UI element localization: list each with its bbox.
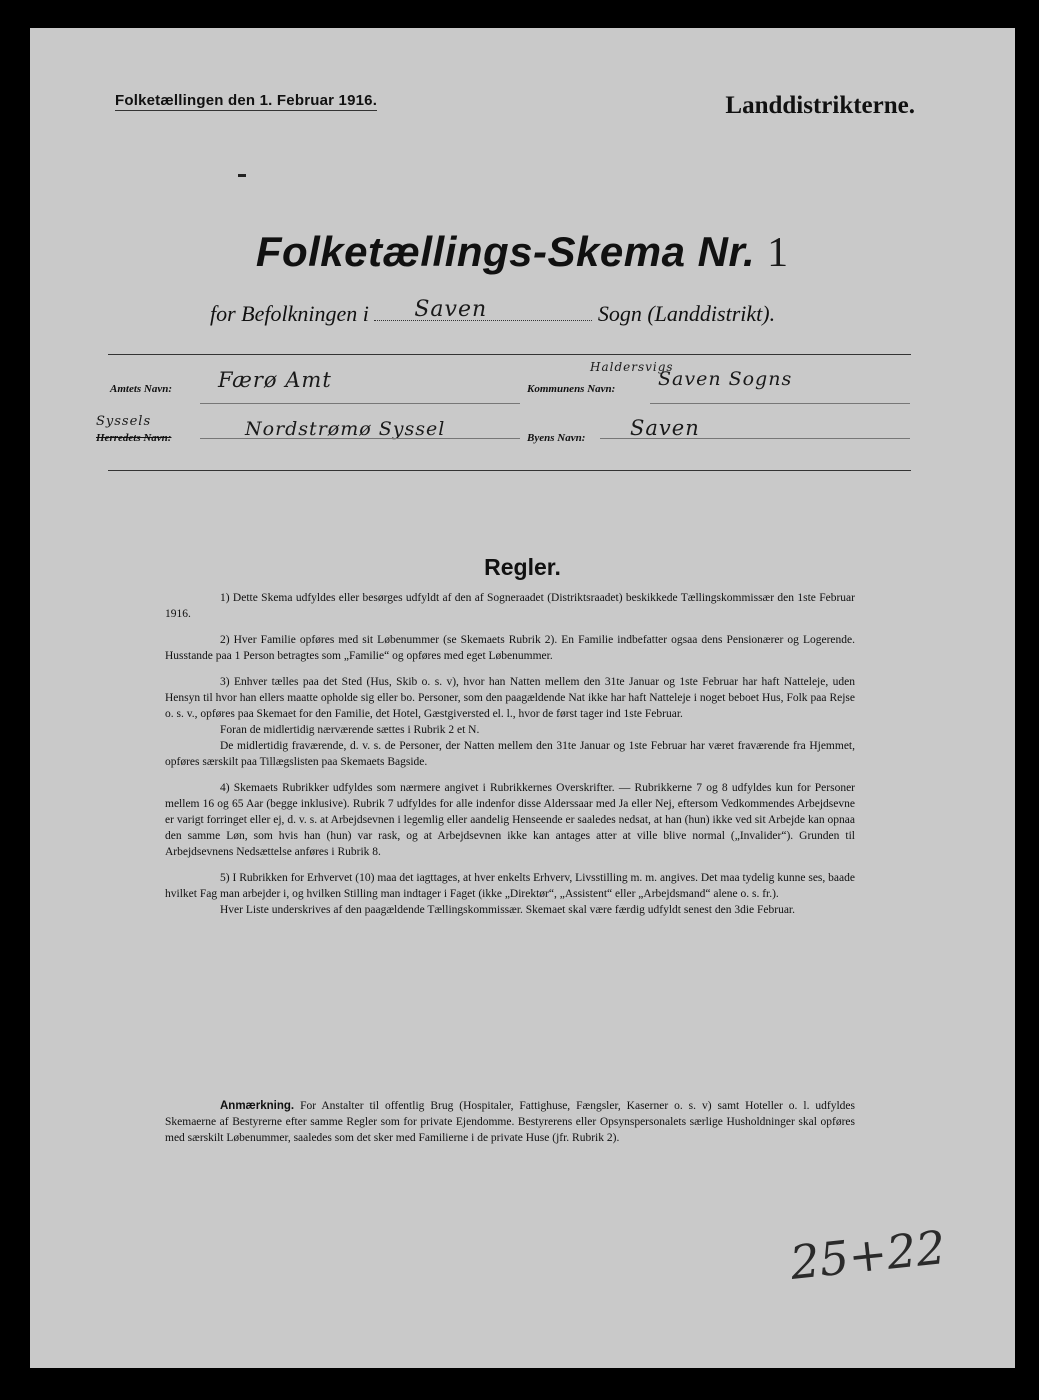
form-title-text: Folketællings-Skema Nr. xyxy=(255,228,756,275)
annotation-note xyxy=(165,1098,855,1146)
form-subtitle xyxy=(210,297,776,327)
rules-body xyxy=(165,590,855,928)
form-title xyxy=(30,228,1015,277)
rule-amt xyxy=(200,403,520,404)
rule-top xyxy=(108,354,911,355)
note-text: For Anstalter til offentlig Brug (Hospitaler, Fattighuse, Fængsler, Kaserner o. s. v) samt Hoteller o. l. udfyldes Skemaerne af Bestyrerne efter samme Regler som for private Ejendomme. Bestyrerens eller Opsynspersonalets særlige Husholdninger skal opføres med særskilt Løbenummer, saaledes som det sker med Familierne i de private Huse (jfr. Rubrik 2). xyxy=(165,1100,856,1144)
district-type-header: Landdistrikterne. xyxy=(725,92,915,119)
rule-syssel xyxy=(200,438,520,439)
syssel-value: Nordstrømø Syssel xyxy=(245,418,446,440)
rule-3b: Foran de midlertidig nærværende sættes i Rubrik 2 et N. xyxy=(220,724,480,736)
rule-4: 4) Skemaets Rubrikker udfyldes som nærmere angivet i Rubrikkernes Overskrifter. — Rubrikkerne 7 og 8 udfyldes kun for Personer mellem 16 og 65 Aar (begge inklusive). Rubrik 7 udfyldes for alle indenfor disse Alderssaar med Ja eller Nej, eftersom Vedkommendes Arbejdsevne er varigt forringet eller ej, d. v. s. at Arbejdsevnen i legemlig eller aandelig Henseende er saaledes nedsat, at han (hun) ikke ved sit Arbejde kan opnaa den samme Løn, som hvis han (hun) var rask, og at Arbejdsevnen ikke kan antages atter at ville blive normal („Invalider“). Grunden til Arbejdsevnens Nedsættelse anføres i Rubrik 8. xyxy=(165,782,855,858)
rule-kommune xyxy=(650,403,910,404)
rule-1: 1) Dette Skema udfyldes eller besørges udfyldt af den af Sogneraadet (Distriktsraadet) beskikkede Tællingskommissær den 1ste Februar 1916. xyxy=(165,592,855,620)
kommune-label: Kommunens Navn: xyxy=(527,383,616,395)
rule-5b: Hver Liste underskrives af den paagældende Tællingskommissær. Skemaet skal være færdig udfyldt senest den 3die Februar. xyxy=(220,904,795,916)
herred-label: Herredets Navn: xyxy=(96,432,172,444)
form-number: 1 xyxy=(767,230,790,276)
rule-bottom xyxy=(108,470,911,471)
note-label: Anmærkning. xyxy=(220,1100,295,1112)
syssel-label-handwritten: Syssels xyxy=(96,414,152,429)
by-label: Byens Navn: xyxy=(527,432,586,444)
sogn-value: Saven xyxy=(414,297,488,322)
page-number-handwritten: 25+22 xyxy=(787,1220,949,1290)
amt-label: Amtets Navn: xyxy=(110,383,173,395)
rules-heading: Regler. xyxy=(484,554,561,580)
census-date-header: Folketællingen den 1. Februar 1916. xyxy=(115,92,378,109)
rule-3: 3) Enhver tælles paa det Sted (Hus, Skib o. s. v), hvor han Natten mellem den 31te Januar og 1ste Februar har haft Natteleje, uden Hensyn til hvor han ellers maatte opholde sig eller bo. Personer, som den paagældende Nat ikke har haft Natteleje i noget beboet Hus, Folk paa Rejse o. s. v., opføres paa Skemaet for den Familie, det Hotel, Gæstgiversted el. l., hvor de først tager ind 1ste Februar. xyxy=(165,676,855,720)
census-form-page xyxy=(30,28,1015,1368)
rule-3c: De midlertidig fraværende, d. v. s. de Personer, der Natten mellem den 31te Januar og 1ste Februar har været fraværende fra Hjemmet, opføres særskilt paa Tillægslisten paa Skemaets Bagside. xyxy=(165,740,855,768)
kommune-above-value: Haldersvigs xyxy=(590,360,674,374)
rule-2: 2) Hver Familie opføres med sit Løbenummer (se Skemaets Rubrik 2). En Familie indbefatter ogsaa dens Pensionærer og Logerende. Husstande paa 1 Person betragtes som „Familie“ og opføres med eget Løbenummer. xyxy=(165,634,855,662)
by-value: Saven xyxy=(630,416,700,440)
kommune-value: Saven Sogns xyxy=(658,368,793,390)
sogn-field xyxy=(374,297,592,322)
divider-mark xyxy=(238,174,246,177)
rule-by xyxy=(600,438,910,439)
subtitle-prefix: for Befolkningen i xyxy=(210,301,369,326)
subtitle-suffix: Sogn (Landdistrikt). xyxy=(597,301,776,326)
rule-5: 5) I Rubrikken for Erhvervet (10) maa det iagttages, at hver enkelts Erhverv, Livsstilling m. m. angives. Det maa tydelig kunne ses, baade hvilket Fag man arbejder i, og hvilken Stilling man indtager i Faget (ikke „Direktør“, „Assistent“ eller „Arbejdsmand“ alene o. s. fr.). xyxy=(165,872,855,900)
amt-value: Færø Amt xyxy=(218,368,332,392)
